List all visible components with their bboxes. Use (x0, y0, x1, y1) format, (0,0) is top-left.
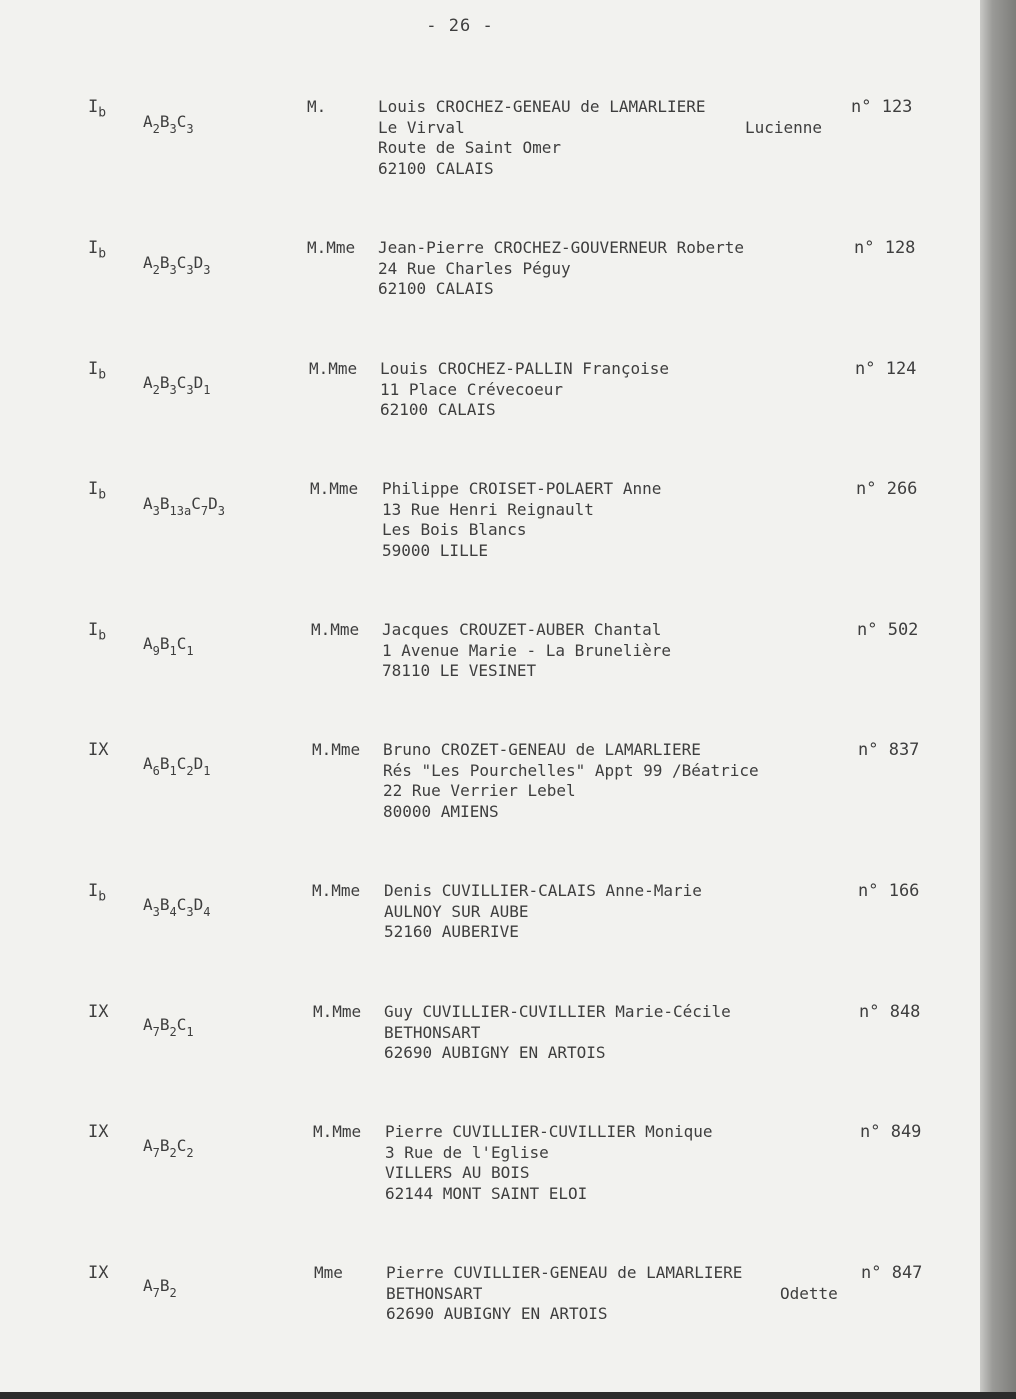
family-name-line: Pierre CUVILLIER-GENEAU de LAMARLIERE (386, 1263, 743, 1282)
lineage-letter: B (159, 1276, 170, 1295)
directory-entry (0, 1122, 980, 1222)
family-name-line: Louis CROCHEZ-PALLIN Françoise (380, 359, 669, 378)
lineage-letter: A (143, 253, 153, 272)
lineage-index: 2 (186, 764, 194, 778)
lineage-index: 3 (169, 383, 177, 397)
class-code (88, 881, 106, 904)
address-line: 62100 CALAIS (378, 279, 494, 298)
address-line: 22 Rue Verrier Lebel (383, 781, 576, 800)
lineage-code (143, 1136, 194, 1160)
lineage-index: 7 (152, 1025, 160, 1039)
lineage-letter: C (191, 494, 201, 513)
entry-number: n° 848 (859, 1002, 921, 1022)
page-number: - 26 - (426, 16, 494, 36)
lineage-index: 3 (169, 263, 177, 277)
lineage-letter: C (176, 895, 187, 914)
class-code-sub: b (98, 487, 107, 503)
family-name-line: Denis CUVILLIER-CALAIS Anne-Marie (384, 881, 702, 900)
directory-entry (0, 97, 980, 197)
address-line: Rés "Les Pourchelles" Appt 99 /Béatrice (383, 760, 759, 780)
class-code-main: I (88, 359, 99, 379)
class-code (88, 620, 106, 643)
class-code (88, 359, 106, 382)
lineage-index: 1 (169, 644, 177, 658)
address-line: VILLERS AU BOIS (385, 1163, 530, 1182)
lineage-index: 1 (203, 383, 211, 397)
address-line: Route de Saint Omer (378, 138, 562, 157)
lineage-index: 3 (152, 905, 160, 919)
civil-title: M.Mme (307, 238, 356, 257)
lineage-index: 3 (186, 263, 194, 277)
class-code-main: IX (88, 1263, 109, 1283)
lineage-letter: C (176, 1015, 187, 1034)
lineage-letter: B (159, 895, 170, 914)
address-line: 62100 CALAIS (380, 400, 496, 419)
lineage-index: 2 (152, 383, 160, 397)
class-code (88, 479, 106, 502)
entry-number: n° 849 (860, 1122, 922, 1142)
class-code-main: I (88, 97, 99, 117)
lineage-letter: A (143, 1015, 153, 1034)
class-code-sub: b (98, 889, 107, 905)
class-code-main: IX (88, 740, 109, 760)
class-code (88, 97, 106, 120)
lineage-letter: C (176, 112, 187, 131)
lineage-letter: A (143, 494, 153, 513)
lineage-index: 1 (203, 764, 211, 778)
class-code-main: I (88, 620, 99, 640)
family-name-line: Pierre CUVILLIER-CUVILLIER Monique (385, 1122, 713, 1141)
entry-number: n° 128 (854, 238, 916, 258)
lineage-index: 3 (186, 122, 194, 136)
address-line: 24 Rue Charles Péguy (378, 258, 571, 278)
lineage-letter: C (176, 1136, 187, 1155)
address-block (384, 1002, 731, 1064)
class-code-sub: b (98, 628, 107, 644)
lineage-index: 2 (169, 1286, 177, 1300)
address-line: 13 Rue Henri Reignault (382, 499, 594, 519)
family-name-line: Bruno CROZET-GENEAU de LAMARLIERE (383, 740, 701, 759)
lineage-index: 3 (169, 122, 177, 136)
entry-number: n° 166 (858, 881, 920, 901)
lineage-index: 1 (186, 1025, 194, 1039)
address-line: 62144 MONT SAINT ELOI (385, 1183, 588, 1203)
lineage-index: 7 (152, 1286, 160, 1300)
lineage-index: 3 (186, 383, 194, 397)
directory-entry (0, 1002, 980, 1102)
class-code-sub: b (98, 367, 107, 383)
class-code-main: I (88, 881, 99, 901)
address-block (378, 238, 744, 300)
lineage-letter: C (176, 634, 187, 653)
class-code-main: I (88, 238, 99, 258)
class-code-main: IX (88, 1122, 109, 1142)
lineage-index: 2 (152, 263, 160, 277)
lineage-letter: C (176, 373, 187, 392)
address-line: 80000 AMIENS (383, 801, 499, 821)
civil-title: M.Mme (310, 479, 359, 498)
lineage-index: 7 (200, 504, 209, 518)
lineage-index: 3 (186, 905, 194, 919)
lineage-index: 2 (169, 1025, 177, 1039)
address-block (383, 740, 759, 822)
lineage-letter: B (159, 1015, 170, 1034)
lineage-letter: A (143, 112, 153, 131)
lineage-index: 3 (152, 504, 160, 518)
lineage-letter: C (176, 253, 187, 272)
directory-entry (0, 1263, 980, 1363)
lineage-code (143, 1015, 194, 1039)
class-code (88, 1122, 108, 1142)
scan-edge-right (980, 0, 1016, 1399)
lineage-index: 2 (186, 1146, 194, 1160)
address-block (382, 479, 661, 561)
address-line: 62690 AUBIGNY EN ARTOIS (384, 1043, 606, 1062)
address-block (384, 881, 702, 943)
civil-title: M.Mme (312, 740, 361, 759)
lineage-letter: D (208, 494, 218, 513)
lineage-code (143, 754, 211, 778)
family-name-line: Louis CROCHEZ-GENEAU de LAMARLIERE (378, 97, 706, 116)
lineage-code (143, 1276, 177, 1300)
lineage-letter: A (143, 1276, 153, 1295)
address-block (386, 1263, 742, 1325)
directory-entry (0, 881, 980, 981)
class-code-sub: b (98, 246, 107, 262)
lineage-index: 7 (152, 1146, 160, 1160)
lineage-letter: D (193, 895, 204, 914)
directory-entry (0, 740, 980, 840)
address-line: BETHONSART (384, 1022, 481, 1042)
directory-entry (0, 359, 980, 459)
civil-title: M.Mme (309, 359, 358, 378)
lineage-letter: A (143, 754, 153, 773)
address-line: 11 Place Crévecoeur (380, 379, 564, 399)
civil-title: M.Mme (313, 1002, 362, 1021)
address-block (378, 97, 706, 179)
civil-title: M.Mme (311, 620, 360, 639)
address-line: 78110 LE VESINET (382, 661, 537, 680)
lineage-index: 3 (203, 263, 211, 277)
lineage-index: 3 (217, 504, 225, 518)
class-code (88, 1002, 108, 1022)
spouse-name: Lucienne (745, 118, 823, 137)
civil-title: Mme (314, 1263, 343, 1282)
lineage-index: 1 (186, 644, 194, 658)
lineage-letter: A (143, 634, 153, 653)
lineage-index: 4 (169, 905, 177, 919)
address-line: Le Virval (378, 117, 465, 137)
lineage-letter: B (159, 373, 170, 392)
family-name-line: Jacques CROUZET-AUBER Chantal (382, 620, 662, 639)
lineage-letter: D (193, 373, 204, 392)
lineage-letter: C (176, 754, 187, 773)
address-line: 59000 LILLE (382, 540, 488, 560)
address-block (382, 620, 671, 682)
lineage-letter: A (143, 373, 153, 392)
lineage-code (143, 112, 194, 136)
lineage-index: 1 (169, 764, 177, 778)
family-name-line: Philippe CROISET-POLAERT Anne (382, 479, 662, 498)
lineage-index: 2 (152, 122, 160, 136)
spouse-name: Odette (780, 1284, 838, 1303)
directory-entry (0, 620, 980, 720)
address-line: 1 Avenue Marie - La Brunelière (382, 640, 671, 660)
lineage-code (143, 253, 211, 277)
lineage-code (143, 373, 211, 397)
class-code (88, 238, 106, 261)
class-code (88, 740, 108, 760)
class-code (88, 1263, 108, 1283)
directory-entry (0, 479, 980, 579)
address-line: 62100 CALAIS (378, 158, 494, 178)
lineage-letter: B (159, 494, 170, 513)
directory-entry (0, 238, 980, 338)
class-code-sub: b (98, 105, 107, 121)
lineage-letter: B (159, 1136, 170, 1155)
address-line: BETHONSART (386, 1283, 483, 1303)
lineage-index: 9 (152, 644, 160, 658)
lineage-index: 6 (152, 764, 160, 778)
civil-title: M.Mme (312, 881, 361, 900)
lineage-code (143, 895, 211, 919)
lineage-index: 4 (203, 905, 211, 919)
lineage-letter: D (193, 754, 204, 773)
address-line: 3 Rue de l'Eglise (385, 1142, 549, 1162)
entry-number: n° 123 (851, 97, 913, 117)
lineage-code (143, 634, 194, 658)
address-line: 52160 AUBERIVE (384, 922, 519, 941)
class-code-main: I (88, 479, 99, 499)
lineage-letter: B (159, 754, 170, 773)
civil-title: M. (307, 97, 327, 116)
address-line: 62690 AUBIGNY EN ARTOIS (386, 1304, 608, 1323)
lineage-index: 2 (169, 1146, 177, 1160)
lineage-index: 13a (169, 504, 192, 518)
entry-number: n° 502 (857, 620, 919, 640)
lineage-letter: B (159, 112, 170, 131)
entry-number: n° 847 (861, 1263, 923, 1283)
address-block (385, 1122, 713, 1204)
scan-edge-bottom (0, 1392, 1016, 1399)
class-code-main: IX (88, 1002, 109, 1022)
lineage-code (143, 494, 225, 518)
lineage-letter: B (159, 253, 170, 272)
address-line: AULNOY SUR AUBE (384, 901, 529, 921)
civil-title: M.Mme (313, 1122, 362, 1141)
entry-number: n° 837 (858, 740, 920, 760)
lineage-letter: A (143, 895, 153, 914)
lineage-letter: B (159, 634, 170, 653)
lineage-letter: D (193, 253, 204, 272)
entry-number: n° 124 (855, 359, 917, 379)
family-name-line: Jean-Pierre CROCHEZ-GOUVERNEUR Roberte (378, 238, 745, 257)
lineage-letter: A (143, 1136, 153, 1155)
entry-number: n° 266 (856, 479, 918, 499)
address-block (380, 359, 669, 421)
family-name-line: Guy CUVILLIER-CUVILLIER Marie-Cécile (384, 1002, 731, 1021)
address-line: Les Bois Blancs (382, 520, 527, 539)
